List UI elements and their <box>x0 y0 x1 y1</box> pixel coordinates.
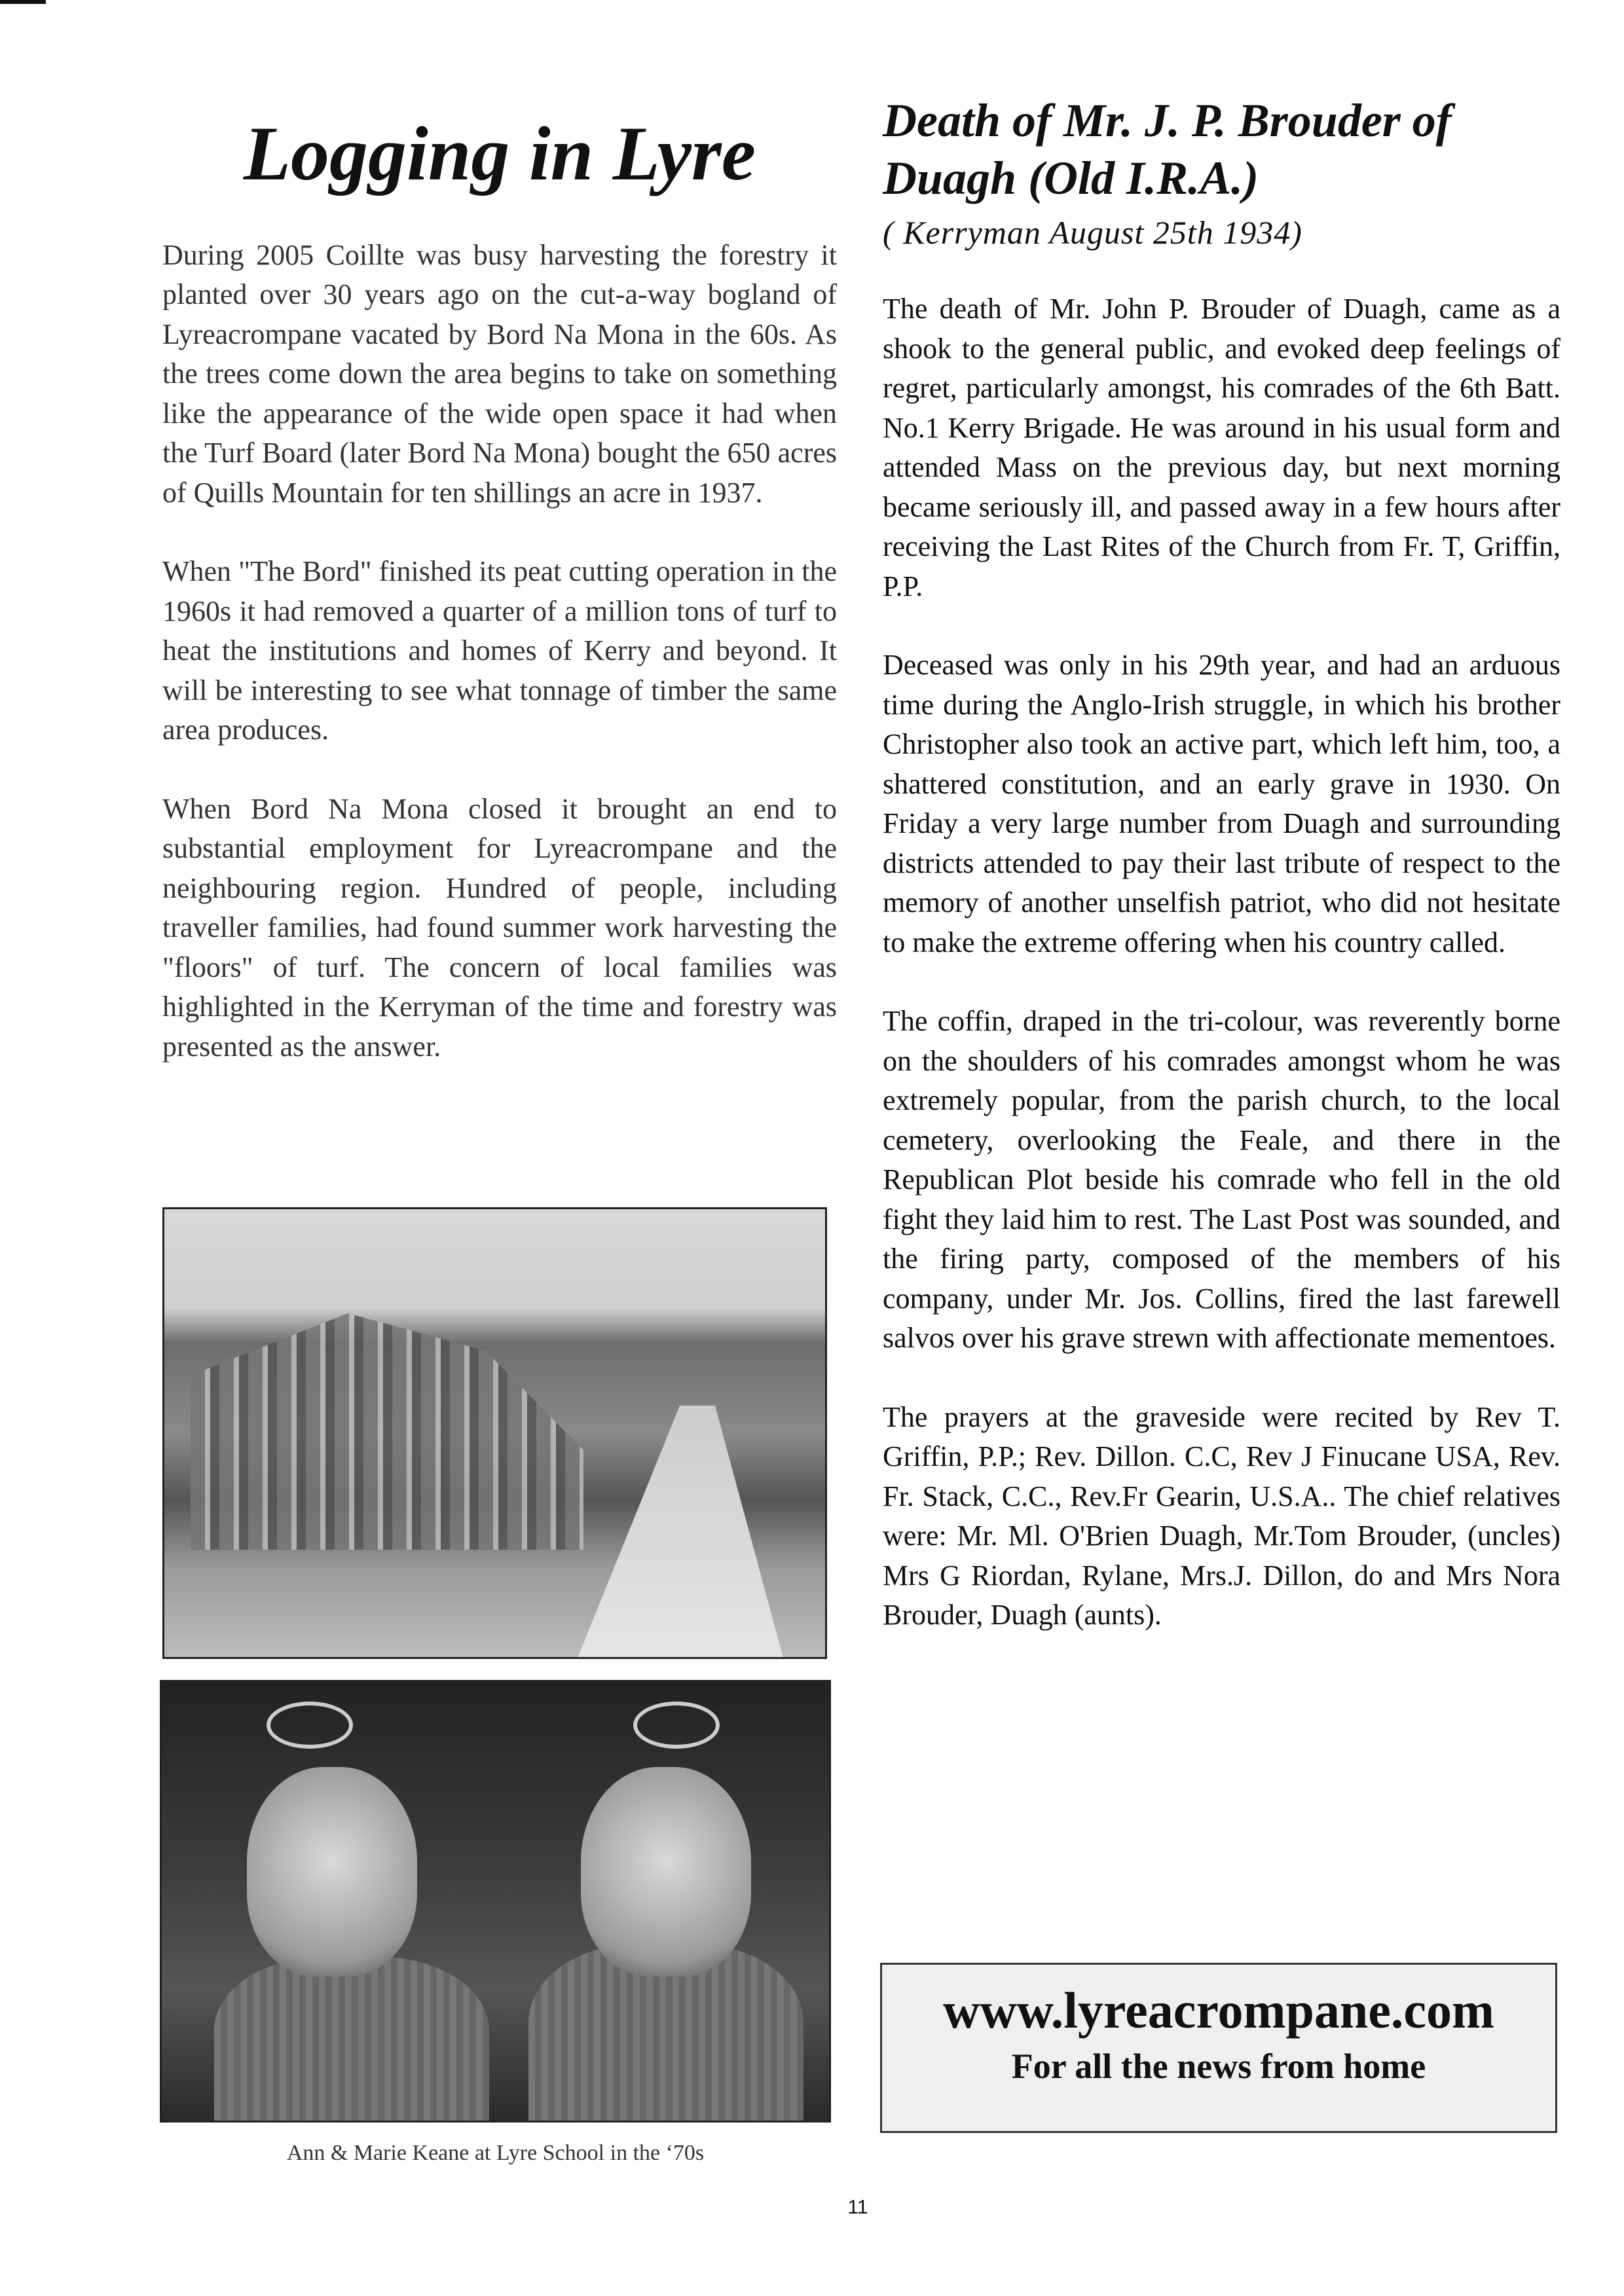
girl-right-face <box>581 1767 751 1977</box>
photo-two-girls <box>160 1680 831 2123</box>
website-ad-box <box>880 1963 1557 2133</box>
hair-bow <box>633 1702 720 1749</box>
girl-left-body <box>214 1957 489 2123</box>
article-paragraph: During 2005 Coillte was busy harvesting the forestry it planted over 30 years ago on the cut-a-way bogland of Lyreacrompane vacated by Bord Na Mona in the 60s. As the trees come down the area begins to take on something like the appearance of the wide open space it had when the Turf Board (later Bord Na Mona) bought the 650 acres of Quills Mountain for ten shillings an acre in 1937. <box>162 238 837 509</box>
website-url: www.lyreacrompane.com <box>943 1982 1494 2039</box>
photo-caption: Ann & Marie Keane at Lyre School in the ‘70s <box>286 2141 705 2165</box>
photo-log-piles <box>162 1207 827 1659</box>
article-paragraph: When Bord Na Mona closed it brought an end to substantial employment for Lyreacrompane and the neighbouring region. Hundred of people, including traveller families, had found summer work harvesting the "floors" of turf. The concern of local families was highlighted in the Kerryman of the time and forestry was presented as the answer. <box>162 792 837 1063</box>
ad-tagline: For all the news from home <box>1011 2047 1426 2086</box>
article-paragraph: Deceased was only in his 29th year, and had an arduous time during the Anglo-Irish struggle, in which his brother Christopher also took an active part, which left him, too, a shattered constitution, and an early grave in 1930. On Friday a very large number from Duagh and surrounding districts attended to pay their last tribute of respect to the memory of another unselfish patriot, who did not hesitate to make the extreme offering when his country called. <box>883 649 1560 958</box>
article-title-line-1: Death of Mr. J. P. Brouder of <box>883 94 1452 147</box>
forest-road-shape <box>550 1406 786 1659</box>
article-title-line-2: Duagh (Old I.R.A.) <box>883 152 1259 204</box>
hair-bow <box>267 1702 353 1749</box>
girl-left-face <box>247 1767 417 1977</box>
article-logging-in-lyre <box>162 111 837 1106</box>
log-pile-shape <box>191 1301 583 1550</box>
article-paragraph: The death of Mr. John P. Brouder of Duagh, came as a shook to the general public, and evoked deep feelings of regret, particularly amongst, his comrades of the 6th Batt. No.1 Kerry Brigade. He was around in his usual form and attended Mass on the previous day, but next morning became seriously ill, and passed away in a few hours after receiving the Last Rites of the Church from Fr. T, Griffin, P.P. <box>883 293 1560 602</box>
article-death-of-brouder <box>883 92 1560 1675</box>
article-paragraph: The coffin, draped in the tri-colour, was reverently borne on the shoulders of his comrades amongst whom he was extremely popular, from the parish church, to the local cemetery, overlooking the Feale, and there in the Republican Plot beside his comrade who fell in the old fight they laid him to rest. The Last Post was sounded, and the firing party, composed of the members of his company, under Mr. Jos. Collins, fired the last farewell salvos over his grave strewn with affectionate mementoes. <box>883 1005 1560 1354</box>
article-paragraph: The prayers at the graveside were recited by Rev T. Griffin, P.P.; Rev. Dillon. C.C, Rev J Finucane USA, Rev. Fr. Stack, C.C., Rev.Fr Gearin, U.S.A.. The chief relatives were: Mr. Ml. O'Brien Duagh, Mr.Tom Brouder, (uncles) Mrs G Riordan, Rylane, Mrs.J. Dillon, do and Mrs Nora Brouder, Duagh (aunts). <box>883 1400 1560 1631</box>
scan-corner-mark <box>0 0 46 4</box>
article-title: Logging in Lyre <box>243 111 756 196</box>
article-paragraph: When "The Bord" finished its peat cutting operation in the 1960s it had removed a quarter of a million tons of turf to heat the institutions and homes of Kerry and beyond. It will be interesting to see what tonnage of timber the same area produces. <box>162 555 837 746</box>
article-source: ( Kerryman August 25th 1934) <box>883 214 1302 251</box>
page-number: 11 <box>847 2196 868 2218</box>
